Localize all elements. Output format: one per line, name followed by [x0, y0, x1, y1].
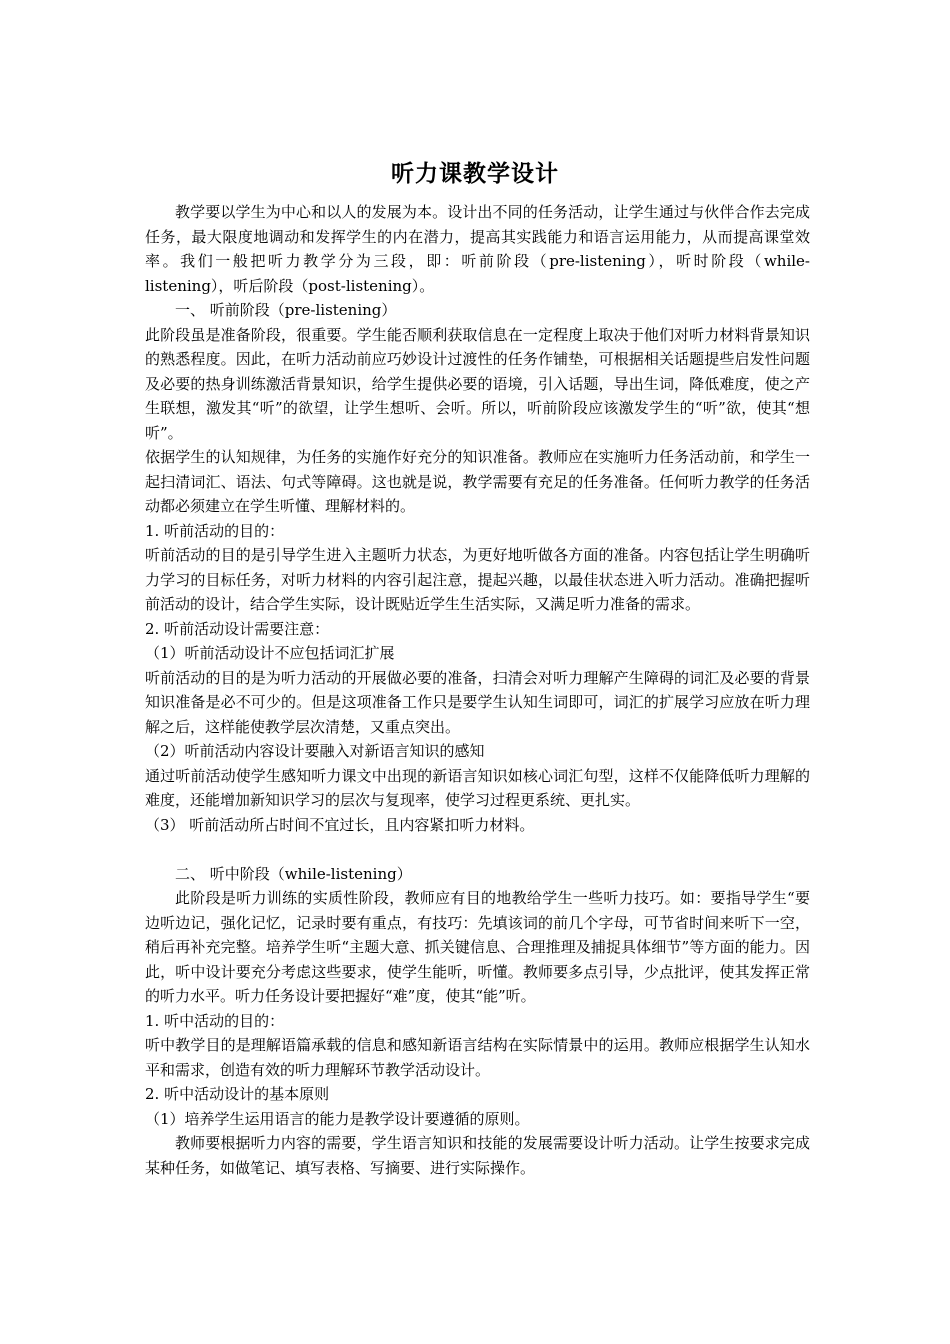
section-heading-while-listening: 二、 听中阶段（while-listening） [175, 864, 412, 883]
subheading-while-purpose: 1. 听中活动的目的： [145, 1011, 285, 1030]
paragraph: 此阶段虽是准备阶段，很重要。学生能否顺利获取信息在一定程度上取决于他们对听力材料背景知识的熟悉程度。因此，在听力活动前应巧妙设计过渡性的任务作铺垫，可根据相关话题提些启发性问题及必要的热身训练激活背景知识，给学生提供必要的语境，引入话题，导出生词，降低难度，使之产生联想，激发其“听”的欲望，让学生想听、会听。所以，听前阶段应该激发学生的“听”欲，使其“想听”。 [145, 325, 810, 442]
intro-paragraph: 教学要以学生为中心和以人的发展为本。设计出不同的任务活动，让学生通过与伙伴合作去完成任务，最大限度地调动和发挥学生的内在潜力，提高其实践能力和语言运用能力，从而提高课堂效率。我们一般把听力教学分为三段，即：听前阶段（pre-listening），听时阶段（while-listening），听后阶段（post-listening）。 [145, 203, 810, 295]
paragraph: 此阶段是听力训练的实质性阶段，教师应有目的地教给学生一些听力技巧。如：要指导学生“要边听边记，强化记忆，记录时要有重点，有技巧：先填该词的前几个字母，可节省时间来听下一空，稍后再补充完整。培养学生听“主题大意、抓关键信息、合理推理及捕捉具体细节”等方面的能力。因此，听中设计要充分考虑这些要求，使学生能听，听懂。教师要多点引导，少点批评，使其发挥正常的听力水平。听力任务设计要把握好“难”度，使其“能”听。 [145, 889, 810, 1005]
blank-line [145, 837, 810, 862]
paragraph: 听中教学目的是理解语篇承载的信息和感知新语言结构在实际情景中的运用。教师应根据学生认知水平和需求，创造有效的听力理解环节教学活动设计。 [145, 1036, 810, 1079]
paragraph: 听前活动的目的是为听力活动的开展做必要的准备，扫清会对听力理解产生障碍的词汇及必要的背景知识准备是必不可少的。但是这项准备工作只是要学生认知生词即可，词汇的扩展学习应放在听力理解之后，这样能使教学层次清楚，又重点突出。 [145, 668, 810, 736]
document-title: 听力课教学设计 [391, 160, 559, 187]
list-item-3: （3） 听前活动所占时间不宜过长，且内容紧扣听力材料。 [145, 815, 535, 834]
list-item-2: （2）听前活动内容设计要融入对新语言知识的感知 [145, 742, 485, 760]
document-body [145, 200, 810, 1180]
list-item-1: （1）听前活动设计不应包括词汇扩展 [145, 644, 395, 662]
list-item-1: （1）培养学生运用语言的能力是教学设计要遵循的原则。 [145, 1109, 530, 1128]
subheading-pre-notes: 2. 听前活动设计需要注意： [145, 619, 330, 638]
paragraph: 教师要根据听力内容的需要，学生语言知识和技能的发展需要设计听力活动。让学生按要求完成某种任务，如做笔记、填写表格、写摘要、进行实际操作。 [145, 1134, 810, 1177]
section-heading-pre-listening: 一、 听前阶段（pre-listening） [175, 301, 397, 319]
subheading-while-principles: 2. 听中活动设计的基本原则 [145, 1085, 330, 1103]
paragraph: 听前活动的目的是引导学生进入主题听力状态，为更好地听做各方面的准备。内容包括让学生明确听力学习的目标任务，对听力材料的内容引起注意，提起兴趣，以最佳状态进入听力活动。准确把握听前活动的设计，结合学生实际，设计既贴近学生生活实际，又满足听力准备的需求。 [145, 546, 810, 613]
paragraph: 依据学生的认知规律，为任务的实施作好充分的知识准备。教师应在实施听力任务活动前，和学生一起扫清词汇、语法、句式等障碍。这也就是说，教学需要有充足的任务准备。任何听力教学的任务活动都必须建立在学生听懂、理解材料的。 [145, 448, 810, 515]
paragraph: 通过听前活动使学生感知听力课文中出现的新语言知识如核心词汇句型，这样不仅能降低听力理解的难度，还能增加新知识学习的层次与复现率，使学习过程更系统、更扎实。 [145, 766, 810, 809]
subheading-pre-purpose: 1. 听前活动的目的： [145, 521, 285, 540]
